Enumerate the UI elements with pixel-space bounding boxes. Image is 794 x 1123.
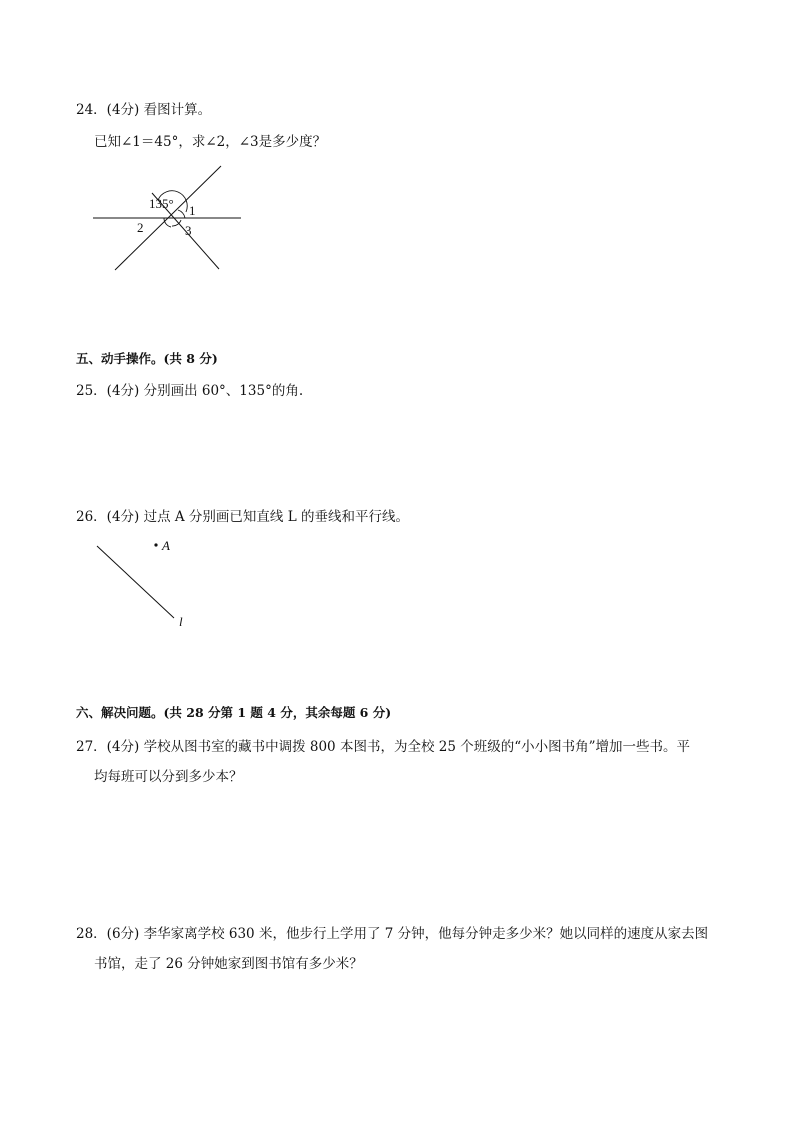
label-3: 3 [185,223,192,238]
q27-line1: 27．(4分) 学校从图书室的藏书中调拨 800 本图书，为全校 25 个班级的“小小图书角”增加一些书。平 [76,739,691,755]
label-a: A [162,538,170,553]
q27-line2: 均每班可以分到多少本？ [94,769,243,785]
angle-arc-2 [164,218,171,227]
q25-title: 25．(4分) 分别画出 60°、135°的角. [76,383,304,399]
q24-angle-figure [88,160,248,275]
point-a-dot [154,543,157,546]
q28-line2: 书馆，走了 26 分钟她家到图书馆有多少米？ [94,956,363,972]
angle-arc-1 [178,210,185,218]
section6-heading: 六、解决问题。(共 28 分第 1 题 4 分，其余每题 6 分) [76,705,392,720]
label-135: 135° [149,196,174,211]
q24-prompt: 已知∠1＝45°，求∠2，∠3是多少度？ [94,134,327,150]
given-line-l [97,546,174,618]
q26-line-figure [90,534,200,634]
q24-title: 24．(4分) 看图计算。 [76,102,212,118]
label-2: 2 [137,220,144,235]
q28-line1: 28．(6分) 李华家离学校 630 米，他步行上学用了 7 分钟，他每分钟走多少米？她以同样的速度从家去图 [76,926,709,942]
label-l: l [179,614,183,629]
section5-heading: 五、动手操作。(共 8 分) [76,351,218,366]
q26-title: 26．(4分) 过点 A 分别画已知直线 L 的垂线和平行线。 [76,509,409,525]
label-1: 1 [189,203,196,218]
